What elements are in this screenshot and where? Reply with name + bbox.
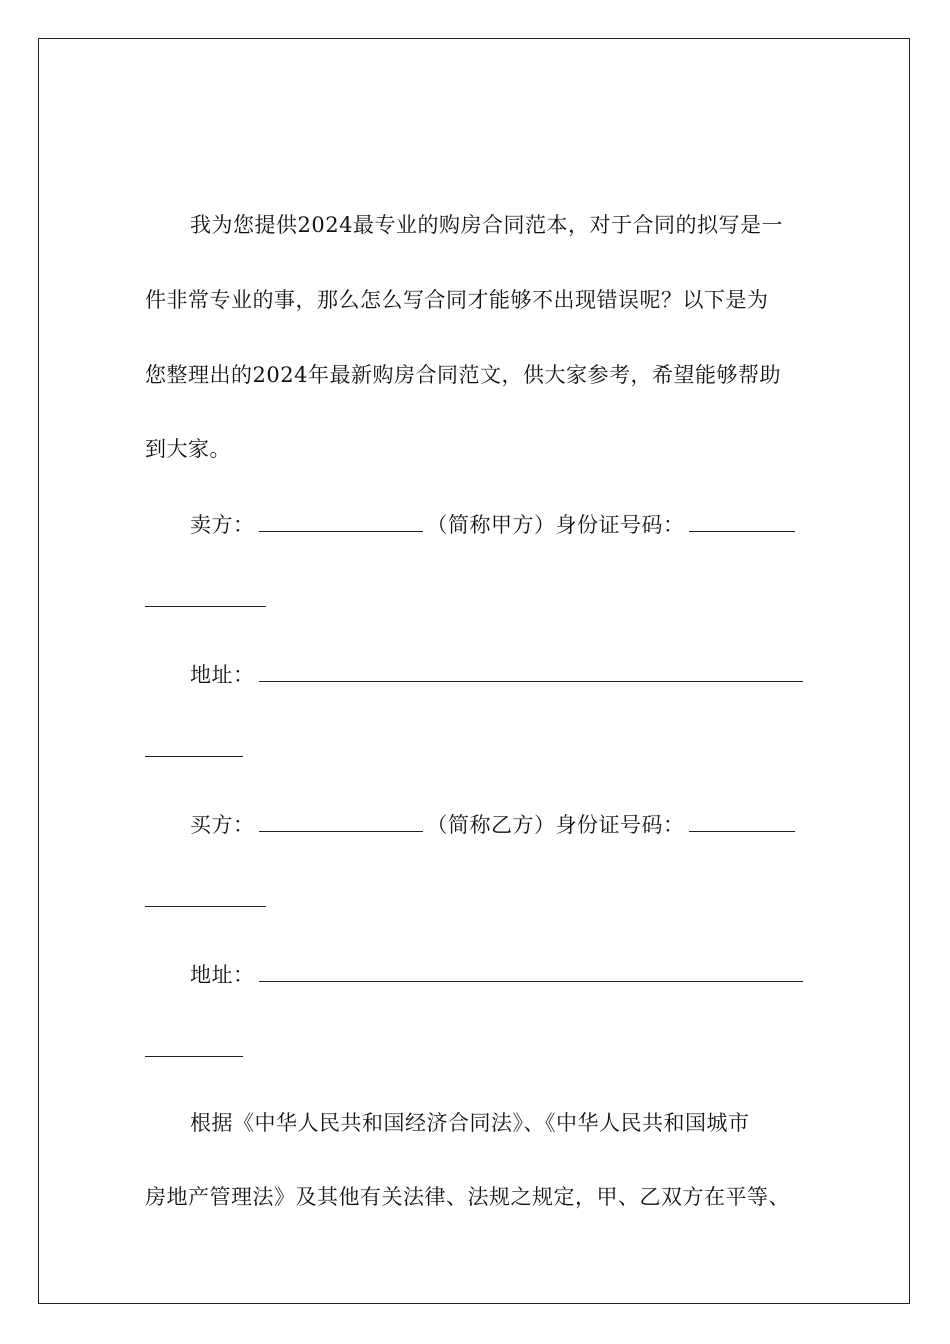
seller-id-blank[interactable] xyxy=(689,513,795,532)
seller-label: 卖方： xyxy=(190,513,255,537)
seller-address-blank-continued[interactable] xyxy=(145,756,243,757)
seller-address-blank[interactable] xyxy=(259,663,803,682)
intro-line-4: 到大家。 xyxy=(145,437,231,461)
buyer-short-name: （简称乙方） xyxy=(426,813,556,837)
buyer-id-blank[interactable] xyxy=(689,813,795,832)
seller-name-blank[interactable] xyxy=(259,513,423,532)
buyer-id-blank-continued[interactable] xyxy=(145,906,266,907)
buyer-address-blank[interactable] xyxy=(259,963,803,982)
seller-address-label: 地址： xyxy=(190,663,255,687)
buyer-id-label: 身份证号码： xyxy=(555,813,685,837)
seller-short-name: （简称甲方） xyxy=(426,513,556,537)
seller-id-label: 身份证号码： xyxy=(555,513,685,537)
buyer-address-row xyxy=(190,960,807,990)
buyer-address-label: 地址： xyxy=(190,963,255,987)
seller-address-row xyxy=(190,660,807,690)
seller-id-blank-continued[interactable] xyxy=(145,606,266,607)
intro-line-1: 我为您提供2024最专业的购房合同范本，对于合同的拟写是一 xyxy=(190,213,783,237)
buyer-label: 买方： xyxy=(190,813,255,837)
buyer-address-blank-continued[interactable] xyxy=(145,1056,243,1057)
basis-line-1: 根据《中华人民共和国经济合同法》、《中华人民共和国城市 xyxy=(190,1111,750,1135)
buyer-row xyxy=(190,810,799,840)
intro-line-2: 件非常专业的事，那么怎么写合同才能够不出现错误呢？以下是为 xyxy=(145,288,769,312)
seller-row xyxy=(190,510,799,540)
intro-line-3: 您整理出的2024年最新购房合同范文，供大家参考，希望能够帮助 xyxy=(145,363,781,387)
buyer-name-blank[interactable] xyxy=(259,813,423,832)
basis-line-2: 房地产管理法》及其他有关法律、法规之规定，甲、乙双方在平等、 xyxy=(145,1185,790,1209)
